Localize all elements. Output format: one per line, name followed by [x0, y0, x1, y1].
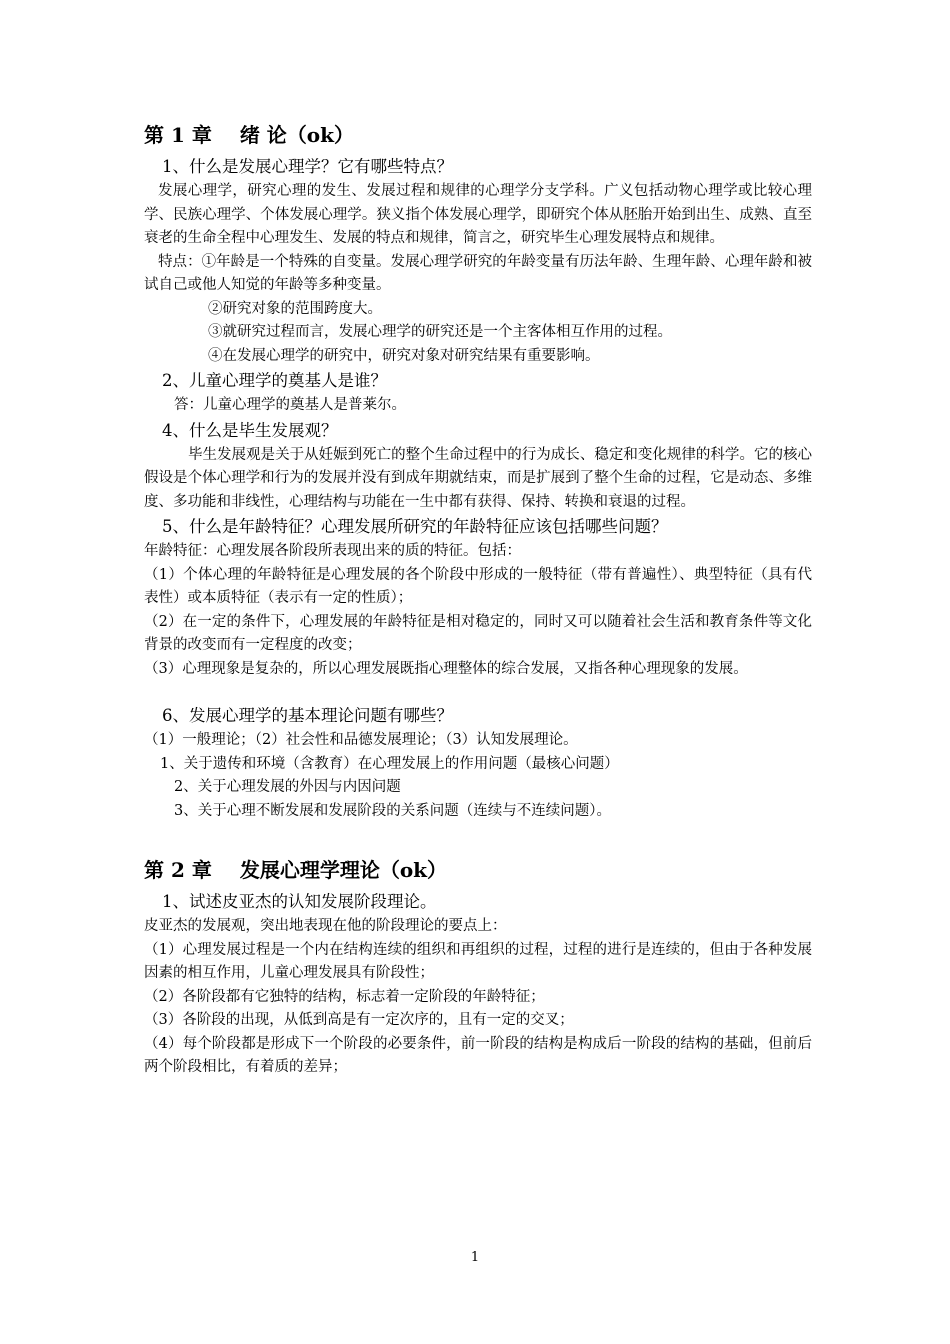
answer-list-item: ③就研究过程而言，发展心理学的研究还是一个主客体相互作用的过程。 [208, 324, 672, 340]
answer-paragraph: （1）个体心理的年龄特征是心理发展的各个阶段中形成的一般特征（带有普遍性）、典型特征（具有代表性）或本质特征（表示有一定的性质）； [144, 566, 812, 606]
question-2-1: 1、试述皮亚杰的认知发展阶段理论。 [162, 892, 437, 911]
question-1-1: 1、什么是发展心理学？它有哪些特点？ [162, 157, 453, 176]
answer-paragraph: 答：儿童心理学的奠基人是普莱尔。 [174, 397, 406, 413]
page-number: 1 [470, 1250, 480, 1265]
answer-list-item: 1、关于遗传和环境（含教育）在心理发展上的作用问题（最核心问题） [160, 755, 619, 772]
question-1-5: 5、什么是年龄特征？心理发展所研究的年龄特征应该包括哪些问题？ [162, 517, 668, 536]
answer-paragraph: 发展心理学，研究心理的发生、发展过程和规律的心理学分支学科。广义包括动物心理学或比较心理学、民族心理学、个体发展心理学。狭义指个体发展心理学，即研究个体从胚胎开始到出生、成熟、直至衰老的生命全程中心理发生、发展的特点和规律，简言之，研究毕生心理发展特点和规律。 [144, 183, 812, 246]
page-content [144, 118, 812, 1080]
chapter-2-number: 第 2 章 [144, 858, 212, 882]
chapter-2-name: 发展心理学理论（ok） [239, 858, 448, 882]
question-1-4: 4、什么是毕生发展观？ [162, 420, 338, 440]
answer-list-item: 2、关于心理发展的外因与内因问题 [174, 779, 401, 795]
answer-paragraph: 年龄特征：心理发展各阶段所表现出来的质的特征。包括： [144, 543, 521, 559]
answer-paragraph: （3）心理现象是复杂的，所以心理发展既指心理整体的综合发展，又指各种心理现象的发展。 [144, 660, 748, 677]
answer-paragraph: （2）各阶段都有它独特的结构，标志着一定阶段的年龄特征； [144, 988, 545, 1005]
answer-paragraph: （1）心理发展过程是一个内在结构连续的组织和再组织的过程，过程的进行是连续的，但由于各种发展因素的相互作用，儿童心理发展具有阶段性； [144, 941, 812, 981]
chapter-1-name: 绪 论（ok） [239, 123, 355, 147]
answer-list-item: ②研究对象的范围跨度大。 [208, 300, 382, 317]
answer-paragraph: 皮亚杰的发展观，突出地表现在他的阶段理论的要点上： [144, 918, 507, 934]
question-1-6: 6、发展心理学的基本理论问题有哪些？ [162, 706, 453, 725]
answer-paragraph: 特点：①年龄是一个特殊的自变量。发展心理学研究的年龄变量有历法年龄、生理年龄、心理年龄和被试自己或他人知觉的年龄等多种变量。 [144, 253, 812, 293]
chapter-1-title [144, 118, 812, 154]
answer-list-item: 3、关于心理不断发展和发展阶段的关系问题（连续与不连续问题）。 [174, 802, 611, 819]
answer-paragraph: （1）一般理论；（2）社会性和品德发展理论；（3）认知发展理论。 [144, 732, 578, 748]
spacer [144, 681, 812, 703]
answer-paragraph: 毕生发展观是关于从妊娠到死亡的整个生命过程中的行为成长、稳定和变化规律的科学。它的核心假设是个体心理学和行为的发展并没有到成年期就结束，而是扩展到了整个生命的过程，它是动态、多维度、多功能和非线性，心理结构与功能在一生中都有获得、保持、转换和衰退的过程。 [144, 446, 812, 510]
chapter-2-title [144, 853, 812, 889]
spacer [144, 823, 812, 853]
answer-list-item: ④在发展心理学的研究中，研究对象对研究结果有重要影响。 [208, 347, 600, 364]
question-1-2: 2、儿童心理学的奠基人是谁？ [162, 371, 387, 390]
answer-paragraph: （3）各阶段的出现，从低到高是有一定次序的，且有一定的交叉； [144, 1012, 574, 1028]
answer-paragraph: （2）在一定的条件下，心理发展的年龄特征是相对稳定的，同时又可以随着社会生活和教育条件等文化背景的改变而有一定程度的改变； [144, 613, 812, 653]
chapter-1-number: 第 1 章 [144, 123, 212, 147]
answer-paragraph: （4）每个阶段都是形成下一个阶段的必要条件，前一阶段的结构是构成后一阶段的结构的基础，但前后两个阶段相比，有着质的差异； [144, 1035, 812, 1075]
